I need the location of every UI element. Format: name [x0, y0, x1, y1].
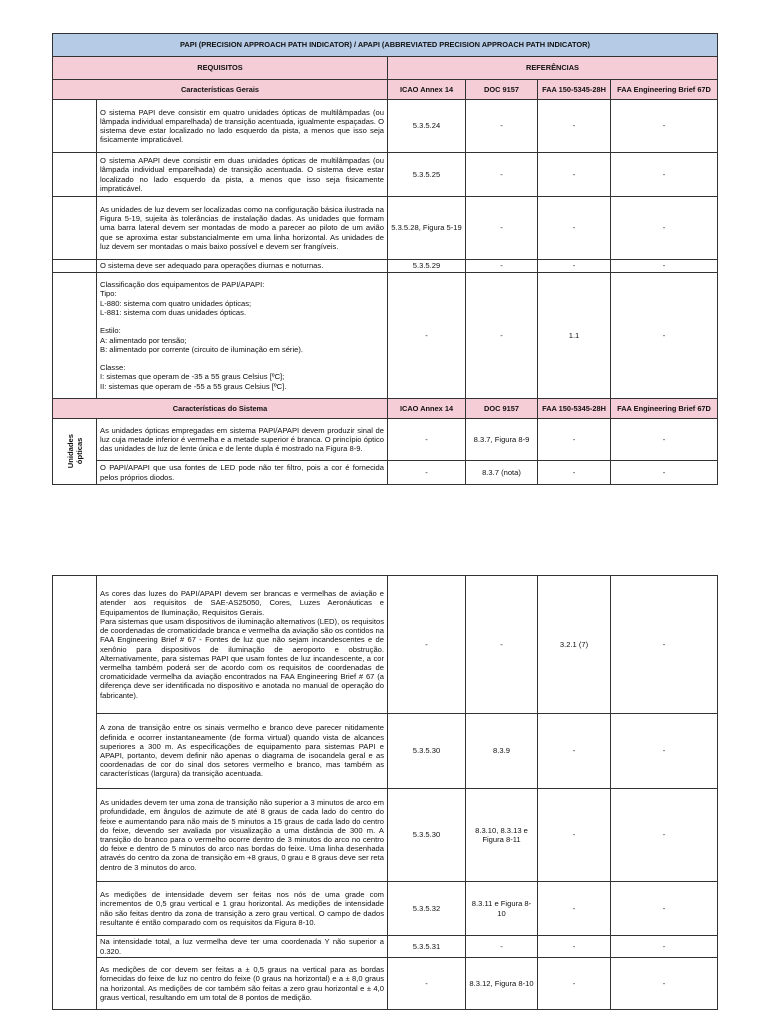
- brief-ref: -: [611, 882, 718, 936]
- requisitos-header: REQUISITOS: [53, 57, 388, 80]
- doc-ref: -: [466, 153, 538, 197]
- icao-ref: 5.3.5.25: [388, 153, 466, 197]
- table-row: [53, 714, 718, 789]
- doc-ref: -: [466, 273, 538, 399]
- referencias-header: REFERÊNCIAS: [388, 57, 718, 80]
- col-faa-header: FAA 150-5345-28H: [538, 80, 611, 100]
- icao-ref: 5.3.5.31: [388, 936, 466, 958]
- icao-ref: -: [388, 419, 466, 461]
- faa-ref: -: [538, 714, 611, 789]
- table-row: [53, 197, 718, 260]
- brief-ref: -: [611, 461, 718, 485]
- doc-ref: 8.3.10, 8.3.13 e Figura 8-11: [466, 789, 538, 882]
- papi-requirements-table-continued: [52, 575, 718, 1010]
- doc-ref: 8.3.11 e Figura 8-10: [466, 882, 538, 936]
- brief-ref: -: [611, 958, 718, 1010]
- requirement-text: As medições de cor devem ser feitas a ± 0,5 graus na vertical para as bordas fornecidas do feixe de luz no centro do feixe (0 graus na horizontal) e a ± 8,0 graus na horizontal. As medições de cor também são feitas a zero grau horizontal e ± 4,0 graus vertical, resultando em um total de 8 pontos de medição.: [97, 958, 388, 1010]
- faa-ref: -: [538, 789, 611, 882]
- requirement-text: As unidades de luz devem ser localizadas como na configuração básica ilustrada na Figura 5-19, sujeita às tolerâncias de instalação dadas. As unidades que formam uma barra lateral devem ser montadas de modo a parecer ao piloto de um avião que se aproxima estar substancialmente em uma linha horizontal. As unidades de luz devem ser montadas o mais baixo possível e devem ser frangíveis.: [97, 197, 388, 260]
- row-side-cell: [53, 197, 97, 260]
- row-side-cell: [53, 273, 97, 399]
- requirement-text: O PAPI/APAPI que usa fontes de LED pode não ter filtro, pois a cor é fornecida pelos próprios diodos.: [97, 461, 388, 485]
- doc-ref: -: [466, 260, 538, 273]
- table-row: [53, 882, 718, 936]
- faa-ref: -: [538, 260, 611, 273]
- table-row: [53, 273, 718, 399]
- section-general-header: Características Gerais: [53, 80, 388, 100]
- icao-ref: 5.3.5.30: [388, 789, 466, 882]
- faa-ref: -: [538, 100, 611, 153]
- faa-ref: -: [538, 197, 611, 260]
- requirement-text: Classificação dos equipamentos de PAPI/APAPI: Tipo: L-880: sistema com quatro unidades ópticas; L-881: sistema com duas unidades ópticas. Estilo: A: alimentado por tensão; B: alimentado por corrente (circuito de iluminação em série). Classe: I: sistemas que operam de -35 a 55 graus Celsius [ºC]; II: sistemas que operam de -55 a 55 graus Celsius [ºC].: [97, 273, 388, 399]
- faa-ref: 3.2.1 (7): [538, 576, 611, 714]
- requirement-text: As unidades ópticas empregadas em sistema PAPI/APAPI devem produzir sinal de luz cuja metade inferior é vermelha e a metade superior é branca. O princípio óptico das unidades de luz de lente única e de lente dupla é mostrado na Figura 8-9.: [97, 419, 388, 461]
- icao-ref: 5.3.5.24: [388, 100, 466, 153]
- faa-ref: -: [538, 153, 611, 197]
- faa-ref: -: [538, 419, 611, 461]
- requirement-text: As unidades devem ter uma zona de transição não superior a 3 minutos de arco em profundidade, em ângulos de azimute de até 8 graus de cada lado do centro do feixe e aumentando para não mais de 5 minutos a 15 graus de cada lado do centro do feixe, devendo ser avaliada por visualização a uma distância de 300 m. A transição do branco para o vermelho ocorre dentro de 3 minutos do arco no centro do feixe e dentro de 5 minutos do arco nas bordas do feixe. Uma linha desenhada através do centro da zona de transição em +8 graus, 0 grau e 8 graus deve ser reta dentro de 3 minutos do arco.: [97, 789, 388, 882]
- requirement-text: O sistema deve ser adequado para operações diurnas e noturnas.: [97, 260, 388, 273]
- faa-ref: -: [538, 936, 611, 958]
- col-icao-header: ICAO Annex 14: [388, 80, 466, 100]
- doc-ref: 8.3.7 (nota): [466, 461, 538, 485]
- col-icao-header: ICAO Annex 14: [388, 399, 466, 419]
- doc-ref: -: [466, 576, 538, 714]
- table-row: [53, 576, 718, 714]
- icao-ref: 5.3.5.30: [388, 714, 466, 789]
- unidades-opticas-label: Unidades ópticas: [65, 434, 84, 469]
- table-row: [53, 260, 718, 273]
- brief-ref: -: [611, 100, 718, 153]
- requirement-text: O sistema PAPI deve consistir em quatro unidades ópticas de multilâmpadas (ou lâmpada individual emparelhada) de transição acentuada, igualmente espaçadas. O sistema deve estar localizado no lado esquerdo da pista, a menos que isso seja fisicamente impraticável.: [97, 100, 388, 153]
- brief-ref: -: [611, 197, 718, 260]
- table-row: [53, 153, 718, 197]
- row-side-cell: [53, 260, 97, 273]
- row-side-cell: [53, 153, 97, 197]
- doc-ref: -: [466, 197, 538, 260]
- table-row: [53, 936, 718, 958]
- requirement-text: O sistema APAPI deve consistir em duas unidades ópticas de multilâmpadas (ou lâmpada individual emparelhada) de transição acentuada. O sistema deve estar localizado no lado esquerdo da pista, a menos que isso seja fisicamente impraticável.: [97, 153, 388, 197]
- brief-ref: -: [611, 714, 718, 789]
- doc-ref: -: [466, 100, 538, 153]
- icao-ref: 5.3.5.32: [388, 882, 466, 936]
- table-row: [53, 461, 718, 485]
- doc-ref: 8.3.7, Figura 8-9: [466, 419, 538, 461]
- brief-ref: -: [611, 789, 718, 882]
- requirement-text: As cores das luzes do PAPI/APAPI devem ser brancas e vermelhas de aviação e atender aos requisitos de SAE-AS25050, Cores, Luzes Aeronáuticas e Equipamentos de Iluminação, Requisitos Gerais. Para sistemas que usam dispositivos de iluminação alternativos (LED), os requisitos de coordenadas de cromaticidade branca e vermelha da aviação são os contidos na FAA Engineering Brief # 67 - Fontes de luz que não sejam incandescentes e de xenônio para dispositivos de iluminação de aeroporto e obstrução. Alternativamente, para sistemas PAPI que usam fontes de luz incandescente, a cor vermelha também poderá ser de acordo com os requisitos de coordenadas de cromaticidade vermelha da aviação encontrados na FAA Engineering Brief # 67 (a diferença deve ser identificada no dispositivo e anotada no manual de operação do fabricante).: [97, 576, 388, 714]
- faa-ref: -: [538, 461, 611, 485]
- table-row: [53, 958, 718, 1010]
- brief-ref: -: [611, 273, 718, 399]
- brief-ref: -: [611, 576, 718, 714]
- icao-ref: -: [388, 958, 466, 1010]
- col-doc-header: DOC 9157: [466, 80, 538, 100]
- requirement-text: As medições de intensidade devem ser feitas nos nós de uma grade com incrementos de 0,5 grau vertical e 1 grau horizontal. As medições de intensidade não são feitas dentro da zona de transição a zero grau vertical. O campo de dados resultante é então comparado com os requisitos da Figura 8-10.: [97, 882, 388, 936]
- brief-ref: -: [611, 153, 718, 197]
- doc-ref: 8.3.9: [466, 714, 538, 789]
- brief-ref: -: [611, 936, 718, 958]
- requirement-text: Na intensidade total, a luz vermelha deve ter uma coordenada Y não superior a 0.320.: [97, 936, 388, 958]
- table-row: [53, 419, 718, 461]
- icao-ref: -: [388, 576, 466, 714]
- faa-ref: 1.1: [538, 273, 611, 399]
- doc-ref: -: [466, 936, 538, 958]
- brief-ref: -: [611, 419, 718, 461]
- icao-ref: -: [388, 273, 466, 399]
- unidades-opticas-group: [53, 419, 97, 485]
- brief-ref: -: [611, 260, 718, 273]
- faa-ref: -: [538, 958, 611, 1010]
- faa-ref: -: [538, 882, 611, 936]
- col-faa-header: FAA 150-5345-28H: [538, 399, 611, 419]
- col-brief-header: FAA Engineering Brief 67D: [611, 80, 718, 100]
- col-doc-header: DOC 9157: [466, 399, 538, 419]
- table-row: [53, 789, 718, 882]
- col-brief-header: FAA Engineering Brief 67D: [611, 399, 718, 419]
- table-row: [53, 100, 718, 153]
- section-system-header: Características do Sistema: [53, 399, 388, 419]
- row-side-cell: [53, 576, 97, 1010]
- requirement-text: A zona de transição entre os sinais vermelho e branco deve parecer nitidamente definida e ocorrer instantaneamente (de forma virtual) quando vista de alcances superiores a 300 m. As especificações de equipamento para sistemas PAPI e APAPI, portanto, devem definir não apenas o diagrama de isocandela geral e as coordenadas de cor do sinal dos setores vermelho e branco, mas também as características (largura) da transição acentuada.: [97, 714, 388, 789]
- row-side-cell: [53, 100, 97, 153]
- doc-ref: 8.3.12, Figura 8-10: [466, 958, 538, 1010]
- icao-ref: 5.3.5.28, Figura 5-19: [388, 197, 466, 260]
- icao-ref: -: [388, 461, 466, 485]
- papi-requirements-table: [52, 33, 718, 485]
- table-title: PAPI (PRECISION APPROACH PATH INDICATOR) / APAPI (ABBREVIATED PRECISION APPROACH PATH INDICATOR): [53, 34, 718, 57]
- icao-ref: 5.3.5.29: [388, 260, 466, 273]
